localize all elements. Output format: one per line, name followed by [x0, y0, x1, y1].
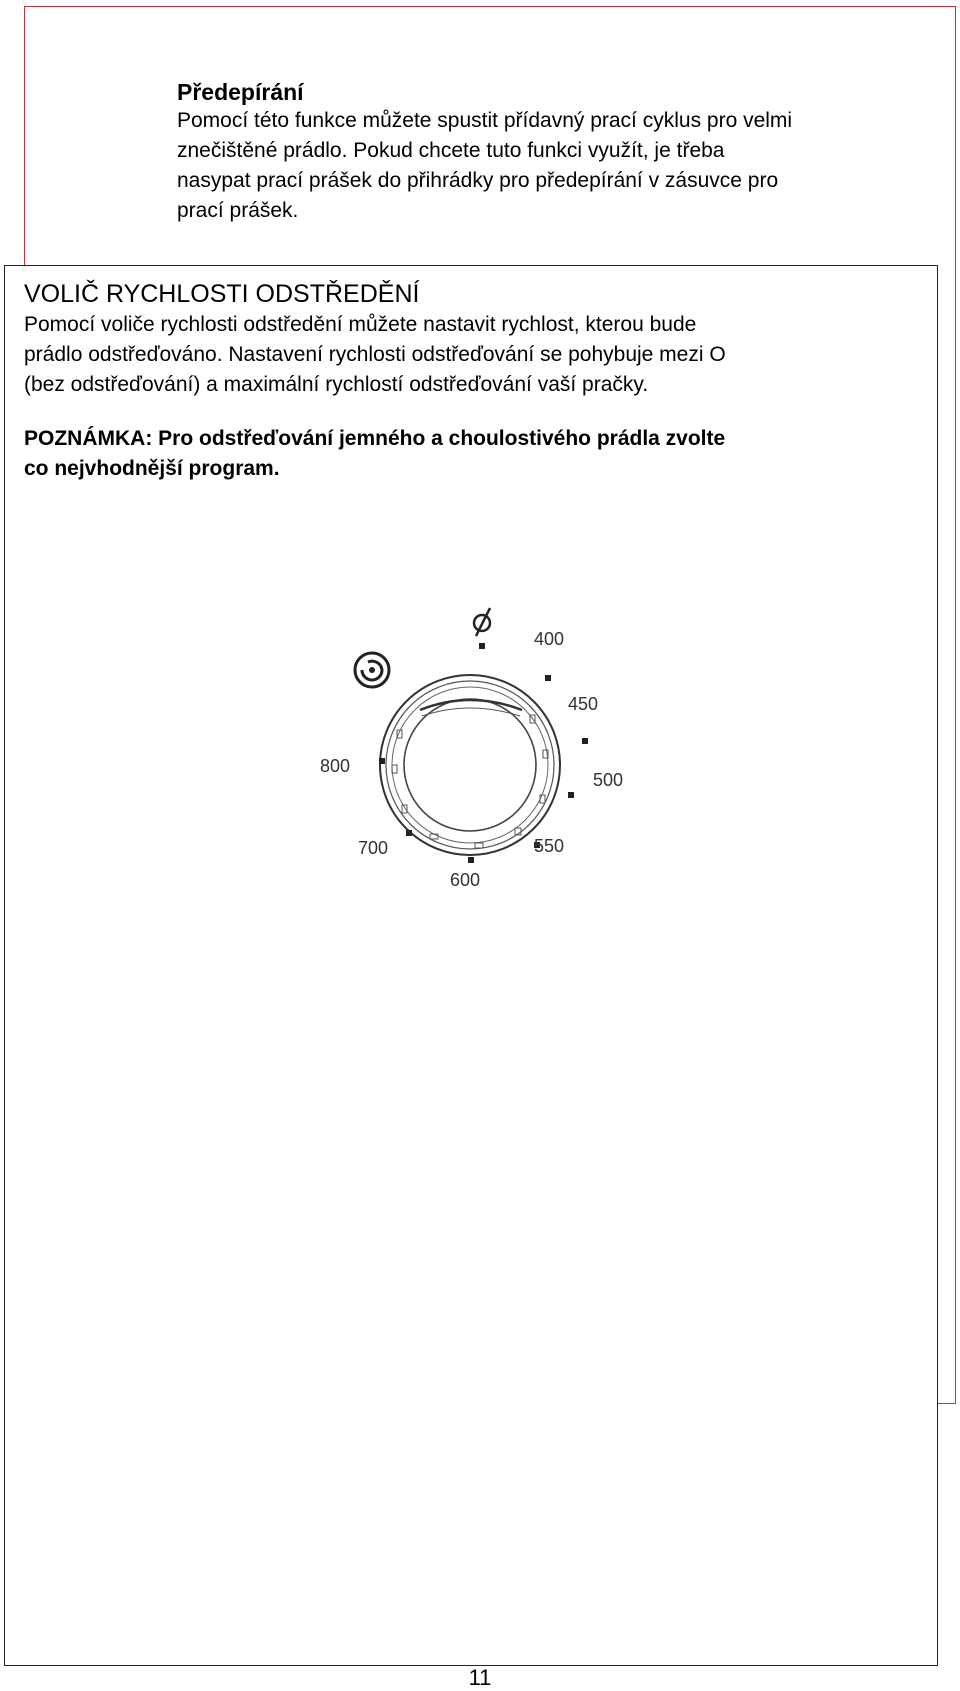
dial-label-450: 450	[568, 694, 599, 714]
spin-dial-illustration	[300, 600, 640, 900]
prewash-title: Předepírání	[177, 79, 304, 105]
spin-dial-svg	[300, 600, 640, 900]
dial-label-400: 400	[534, 629, 565, 649]
spin-selector-section	[24, 278, 924, 484]
dial-marker	[406, 830, 412, 836]
dial-marker	[568, 792, 574, 798]
spin-note-line: co nejvhodnější program.	[24, 457, 280, 480]
spin-note	[24, 424, 924, 484]
dial-label-700: 700	[358, 838, 389, 858]
no-spin-icon	[474, 608, 490, 636]
spin-selector-title: VOLIČ RYCHLOSTI ODSTŘEDĚNÍ	[24, 280, 420, 308]
dial-label-600: 600	[450, 870, 481, 890]
spiral-spin-icon	[355, 653, 389, 687]
dial-label-550: 550	[534, 836, 565, 856]
prewash-line: nasypat prací prášek do přihrádky pro předepírání v zásuvce pro	[177, 169, 779, 192]
spin-selector-line: (bez odstřeďování) a maximální rychlostí odstřeďování vaší pračky.	[24, 373, 649, 396]
dial-label-800: 800	[320, 756, 351, 776]
dial-marker	[379, 758, 385, 764]
spin-selector-line: Pomocí voliče rychlosti odstředění můžete nastavit rychlost, kterou bude	[24, 313, 697, 336]
dial-inner-ring	[404, 699, 536, 831]
page-number: 11	[468, 1665, 492, 1690]
dial-label-500: 500	[593, 770, 624, 790]
spin-selector-line: prádlo odstřeďováno. Nastavení rychlosti odstřeďování se pohybuje mezi O	[24, 343, 726, 366]
prewash-section	[177, 78, 937, 226]
dial-marker	[479, 643, 485, 649]
prewash-line: prací prášek.	[177, 199, 299, 222]
dial-marker	[468, 857, 474, 863]
dial-marker	[582, 738, 588, 744]
prewash-line: Pomocí této funkce můžete spustit přídavný prací cyklus pro velmi	[177, 109, 793, 132]
prewash-line: znečištěné prádlo. Pokud chcete tuto funkci využít, je třeba	[177, 139, 725, 162]
spin-note-line: POZNÁMKA: Pro odstřeďování jemného a choulostivého prádla zvolte	[24, 427, 726, 450]
dial-marker	[545, 675, 551, 681]
